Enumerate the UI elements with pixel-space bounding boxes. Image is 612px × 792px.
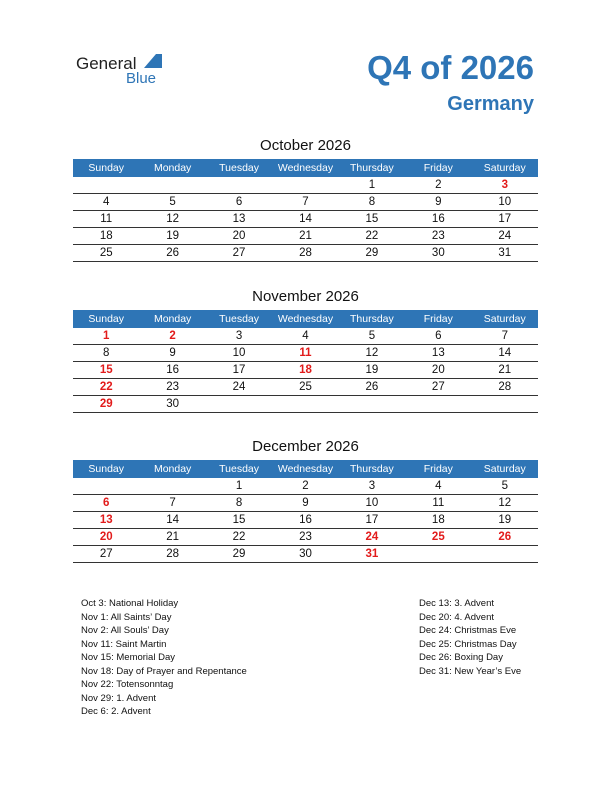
day-cell: 4	[405, 478, 471, 495]
day-cell: 7	[472, 328, 538, 345]
day-cell: 5	[472, 478, 538, 495]
week-row	[73, 245, 538, 262]
day-cell: 12	[139, 211, 205, 228]
day-cell: 9	[405, 194, 471, 211]
holiday-note: Dec 13: 3. Advent	[419, 598, 494, 609]
day-cell: 23	[272, 529, 338, 546]
empty-day-cell	[206, 177, 272, 194]
day-cell: 12	[472, 495, 538, 512]
page-subtitle: Germany	[447, 93, 534, 115]
weekday-header: Wednesday	[272, 310, 338, 328]
day-cell: 24	[339, 529, 405, 546]
day-cell: 30	[405, 245, 471, 262]
weekday-header: Tuesday	[206, 159, 272, 177]
week-row	[73, 495, 538, 512]
day-cell: 27	[206, 245, 272, 262]
weekday-header: Tuesday	[206, 310, 272, 328]
week-row	[73, 345, 538, 362]
calendar-grid	[73, 159, 538, 262]
day-cell: 4	[272, 328, 338, 345]
day-cell: 26	[472, 529, 538, 546]
day-cell: 4	[73, 194, 139, 211]
week-row	[73, 478, 538, 495]
month-october	[73, 136, 538, 262]
holiday-note: Dec 20: 4. Advent	[419, 611, 494, 623]
day-cell: 3	[472, 177, 538, 194]
month-title: December 2026	[252, 438, 359, 455]
calendar-grid	[73, 310, 538, 413]
week-row	[73, 177, 538, 194]
day-cell: 20	[206, 228, 272, 245]
day-cell: 27	[73, 546, 139, 563]
weekday-header: Friday	[405, 310, 471, 328]
week-row	[73, 211, 538, 228]
empty-day-cell	[73, 478, 139, 495]
day-cell: 16	[139, 362, 205, 379]
day-cell: 23	[405, 228, 471, 245]
logo-flag-icon	[144, 54, 156, 68]
month-title: October 2026	[260, 137, 351, 154]
day-cell: 19	[472, 512, 538, 529]
week-row	[73, 328, 538, 345]
weekday-header: Monday	[139, 310, 205, 328]
day-cell: 27	[405, 379, 471, 396]
day-cell: 26	[339, 379, 405, 396]
day-cell: 14	[472, 345, 538, 362]
calendar-body	[73, 478, 538, 563]
logo-general-text: General	[76, 54, 137, 73]
day-cell: 23	[139, 379, 205, 396]
empty-day-cell	[339, 396, 405, 413]
day-cell: 17	[206, 362, 272, 379]
day-cell: 10	[206, 345, 272, 362]
day-cell: 7	[272, 194, 338, 211]
day-cell: 5	[139, 194, 205, 211]
weekday-header-row	[73, 310, 538, 328]
logo	[76, 52, 176, 88]
weekday-header: Monday	[139, 460, 205, 478]
calendar-body	[73, 177, 538, 262]
calendar-body	[73, 328, 538, 413]
day-cell: 2	[405, 177, 471, 194]
day-cell: 29	[339, 245, 405, 262]
day-cell: 26	[139, 245, 205, 262]
day-cell: 15	[73, 362, 139, 379]
holiday-note: Nov 29: 1. Advent	[81, 692, 156, 704]
month-title: November 2026	[252, 288, 359, 305]
weekday-header: Sunday	[73, 460, 139, 478]
day-cell: 30	[139, 396, 205, 413]
weekday-header: Saturday	[472, 310, 538, 328]
day-cell: 31	[472, 245, 538, 262]
day-cell: 13	[206, 211, 272, 228]
day-cell: 8	[73, 345, 139, 362]
day-cell: 3	[206, 328, 272, 345]
day-cell: 21	[272, 228, 338, 245]
day-cell: 3	[339, 478, 405, 495]
empty-day-cell	[405, 546, 471, 563]
week-row	[73, 529, 538, 546]
week-row	[73, 546, 538, 563]
day-cell: 28	[272, 245, 338, 262]
day-cell: 16	[272, 512, 338, 529]
holiday-note: Oct 3: National Holiday	[81, 598, 179, 609]
day-cell: 17	[339, 512, 405, 529]
day-cell: 25	[73, 245, 139, 262]
week-row	[73, 379, 538, 396]
day-cell: 6	[73, 495, 139, 512]
day-cell: 22	[339, 228, 405, 245]
day-cell: 21	[472, 362, 538, 379]
day-cell: 20	[405, 362, 471, 379]
week-row	[73, 194, 538, 211]
day-cell: 11	[405, 495, 471, 512]
day-cell: 17	[472, 211, 538, 228]
day-cell: 12	[339, 345, 405, 362]
holiday-notes-right	[419, 597, 521, 678]
day-cell: 24	[206, 379, 272, 396]
day-cell: 20	[73, 529, 139, 546]
day-cell: 14	[272, 211, 338, 228]
holiday-note: Dec 31: New Year’s Eve	[419, 665, 522, 677]
day-cell: 16	[405, 211, 471, 228]
holiday-note: Nov 22: Totensonntag	[81, 679, 174, 690]
week-row	[73, 512, 538, 529]
day-cell: 13	[73, 512, 139, 529]
day-cell: 8	[339, 194, 405, 211]
weekday-header: Saturday	[472, 159, 538, 177]
empty-day-cell	[472, 396, 538, 413]
day-cell: 8	[206, 495, 272, 512]
day-cell: 30	[272, 546, 338, 563]
day-cell: 22	[206, 529, 272, 546]
weekday-header-row	[73, 460, 538, 478]
empty-day-cell	[272, 396, 338, 413]
day-cell: 10	[472, 194, 538, 211]
day-cell: 18	[405, 512, 471, 529]
weekday-header: Tuesday	[206, 460, 272, 478]
day-cell: 1	[339, 177, 405, 194]
day-cell: 2	[139, 328, 205, 345]
day-cell: 2	[272, 478, 338, 495]
day-cell: 10	[339, 495, 405, 512]
day-cell: 31	[339, 546, 405, 563]
day-cell: 28	[139, 546, 205, 563]
empty-day-cell	[405, 396, 471, 413]
empty-day-cell	[206, 396, 272, 413]
empty-day-cell	[272, 177, 338, 194]
day-cell: 15	[339, 211, 405, 228]
day-cell: 25	[272, 379, 338, 396]
month-november	[73, 287, 538, 413]
day-cell: 29	[73, 396, 139, 413]
day-cell: 22	[73, 379, 139, 396]
week-row	[73, 362, 538, 379]
week-row	[73, 396, 538, 413]
day-cell: 15	[206, 512, 272, 529]
empty-day-cell	[472, 546, 538, 563]
weekday-header: Friday	[405, 460, 471, 478]
holiday-note: Dec 24: Christmas Eve	[419, 625, 517, 636]
logo-bar-icon	[156, 54, 162, 68]
holiday-note: Nov 1: All Saints’ Day	[81, 611, 172, 623]
day-cell: 14	[139, 512, 205, 529]
holiday-notes-left	[81, 597, 247, 719]
day-cell: 24	[472, 228, 538, 245]
day-cell: 18	[73, 228, 139, 245]
day-cell: 9	[272, 495, 338, 512]
logo-blue-text: Blue	[126, 70, 157, 87]
day-cell: 28	[472, 379, 538, 396]
day-cell: 13	[405, 345, 471, 362]
day-cell: 25	[405, 529, 471, 546]
weekday-header: Sunday	[73, 310, 139, 328]
day-cell: 11	[73, 211, 139, 228]
weekday-header: Monday	[139, 159, 205, 177]
holiday-note: Dec 26: Boxing Day	[419, 652, 503, 663]
weekday-header: Saturday	[472, 460, 538, 478]
day-cell: 1	[73, 328, 139, 345]
day-cell: 7	[139, 495, 205, 512]
empty-day-cell	[139, 478, 205, 495]
weekday-header: Thursday	[339, 310, 405, 328]
calendar-grid	[73, 460, 538, 563]
empty-day-cell	[73, 177, 139, 194]
page-title: Q4 of 2026	[367, 49, 534, 86]
holiday-note: Nov 18: Day of Prayer and Repentance	[81, 665, 247, 677]
day-cell: 6	[206, 194, 272, 211]
weekday-header: Thursday	[339, 460, 405, 478]
day-cell: 18	[272, 362, 338, 379]
holiday-note: Nov 15: Memorial Day	[81, 652, 175, 663]
day-cell: 6	[405, 328, 471, 345]
weekday-header: Thursday	[339, 159, 405, 177]
day-cell: 11	[272, 345, 338, 362]
day-cell: 19	[339, 362, 405, 379]
holiday-note: Dec 6: 2. Advent	[81, 706, 151, 717]
day-cell: 29	[206, 546, 272, 563]
day-cell: 5	[339, 328, 405, 345]
day-cell: 21	[139, 529, 205, 546]
day-cell: 9	[139, 345, 205, 362]
weekday-header: Wednesday	[272, 159, 338, 177]
day-cell: 1	[206, 478, 272, 495]
month-december	[73, 437, 538, 563]
day-cell: 19	[139, 228, 205, 245]
holiday-note: Nov 11: Saint Martin	[81, 638, 167, 650]
holiday-note: Dec 25: Christmas Day	[419, 638, 517, 650]
weekday-header: Friday	[405, 159, 471, 177]
weekday-header: Sunday	[73, 159, 139, 177]
holiday-note: Nov 2: All Souls’ Day	[81, 625, 169, 636]
empty-day-cell	[139, 177, 205, 194]
week-row	[73, 228, 538, 245]
weekday-header: Wednesday	[272, 460, 338, 478]
weekday-header-row	[73, 159, 538, 177]
